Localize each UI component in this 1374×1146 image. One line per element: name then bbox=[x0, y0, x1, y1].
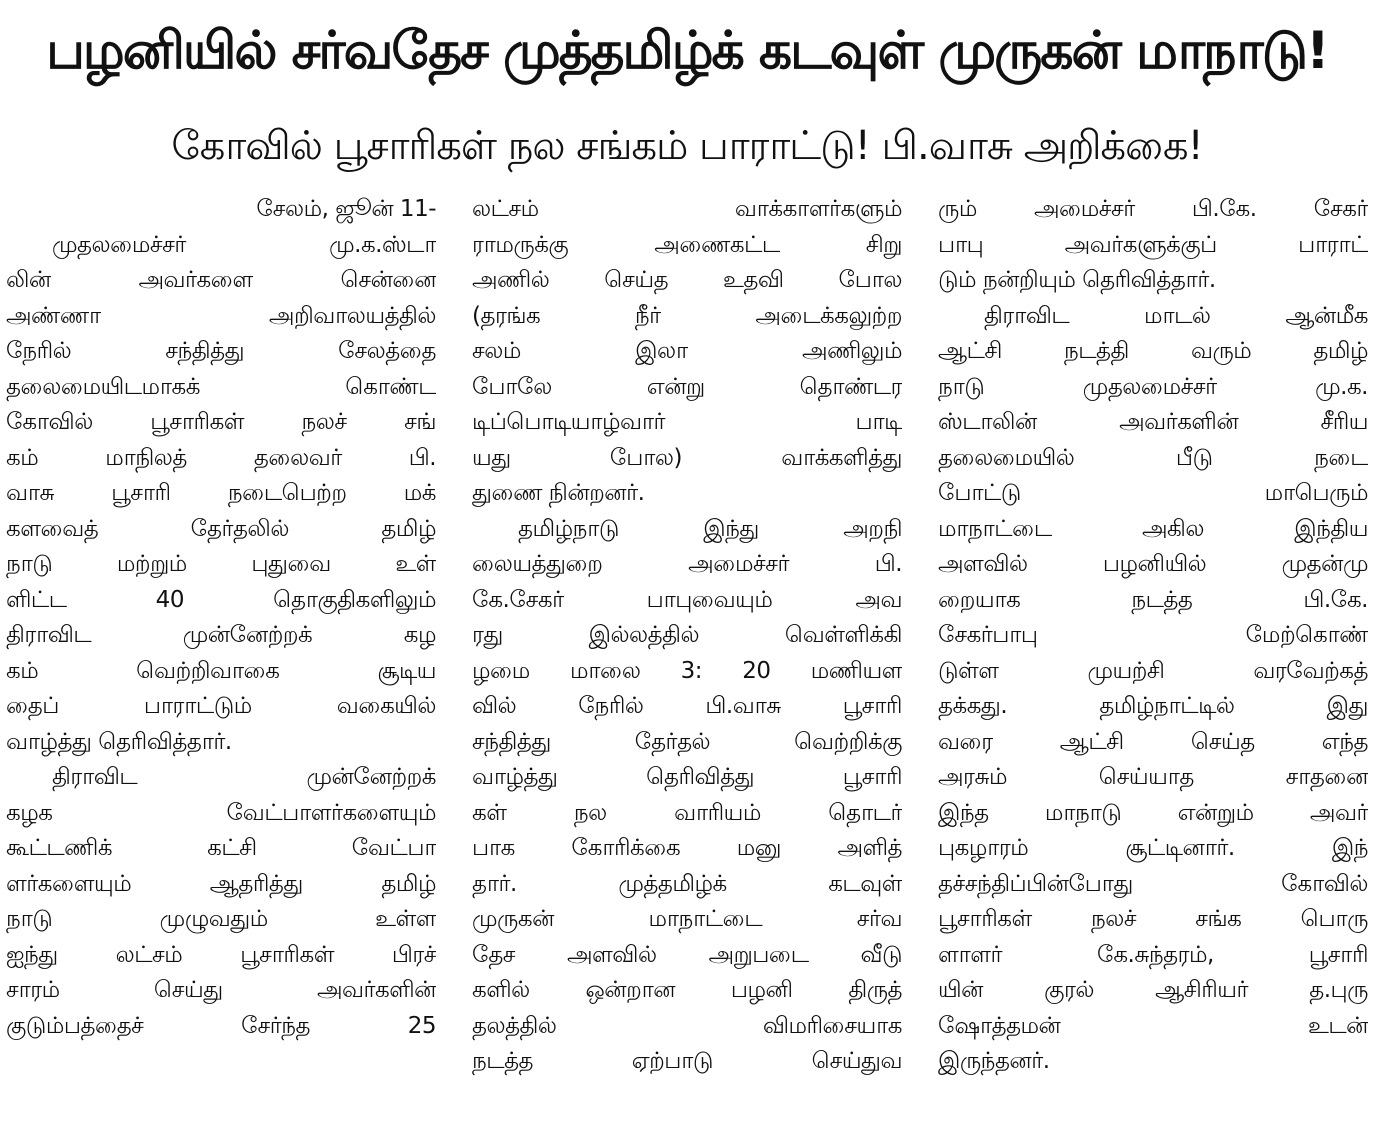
text-line: இந்த மாநாடு என்றும் அவர் bbox=[938, 799, 1368, 826]
text-line: அணில் செய்த உதவி போல bbox=[472, 267, 902, 293]
text-line: டுள்ள முயற்சி வரவேற்கத் bbox=[938, 657, 1368, 684]
text-line: இருந்தனர். bbox=[938, 1048, 1050, 1074]
text-line: தார். முத்தமிழ்க் கடவுள் bbox=[472, 870, 902, 897]
text-line: பூசாரிகள் நலச் சங்க பொரு bbox=[938, 906, 1368, 932]
dateline: சேலம், ஜூன் 11- bbox=[256, 196, 436, 222]
text-line: அரசும் செய்யாத சாதனை bbox=[938, 764, 1368, 790]
text-line: டிப்பொடியாழ்வார் பாடி bbox=[472, 409, 902, 435]
text-line: தலைமையில் பீடு நடை bbox=[938, 444, 1368, 471]
text-line: பாபு அவர்களுக்குப் பாராட் bbox=[938, 231, 1368, 258]
text-line: சந்தித்து தேர்தல் வெற்றிக்கு bbox=[472, 728, 902, 755]
text-line: றையாக நடத்த பி.கே. bbox=[938, 586, 1368, 613]
text-line: லட்சம் வாக்காளர்களும் bbox=[472, 196, 902, 222]
text-line: அண்ணா அறிவாலயத்தில் bbox=[6, 302, 436, 329]
text-line: ஸ்டாலின் அவர்களின் சீரிய bbox=[938, 409, 1368, 435]
text-line: கோவில் பூசாரிகள் நலச் சங் bbox=[6, 409, 436, 435]
text-line: (தரங்க நீர் அடைக்கலுற்ற bbox=[472, 302, 902, 329]
text-line: தக்கது. தமிழ்நாட்டில் இது bbox=[938, 693, 1368, 719]
text-line: கழக வேட்பாளர்களையும் bbox=[6, 799, 436, 826]
text-line: ஆட்சி நடத்தி வரும் தமிழ் bbox=[938, 338, 1368, 364]
article-column-3 bbox=[938, 192, 1368, 1080]
subheadline: கோவில் பூசாரிகள் நல சங்கம் பாராட்டு! பி.வாசு அறிக்கை! bbox=[171, 123, 1203, 169]
text-line: ழமை மாலை 3: 20 மணியள bbox=[472, 657, 902, 684]
text-line: கள் நல வாரியம் தொடர் bbox=[472, 799, 902, 826]
text-line: தச்சந்திப்பின்போது கோவில் bbox=[938, 870, 1368, 897]
text-line: திராவிட மாடல் ஆன்மீக bbox=[984, 302, 1368, 329]
text-line: ரது இல்லத்தில் வெள்ளிக்கி bbox=[472, 622, 902, 648]
text-line: ராமருக்கு அணைகட்ட சிறு bbox=[472, 231, 902, 258]
text-line: வாசு பூசாரி நடைபெற்ற மக் bbox=[6, 480, 436, 506]
text-line: திராவிட முன்னேற்றக் கழ bbox=[6, 622, 436, 648]
text-line: களவைத் தேர்தலில் தமிழ் bbox=[6, 515, 436, 542]
text-line: யது போல) வாக்களித்து bbox=[472, 444, 902, 471]
text-line: ளிட்ட 40 தொகுதிகளிலும் bbox=[6, 586, 436, 613]
text-line: நேரில் சந்தித்து சேலத்தை bbox=[6, 338, 436, 364]
text-line: போட்டு மாபெரும் bbox=[938, 480, 1368, 506]
text-line: களில் ஒன்றான பழனி திருத் bbox=[472, 977, 902, 1003]
text-line: வில் நேரில் பி.வாசு பூசாரி bbox=[472, 693, 902, 719]
text-line: லையத்துறை அமைச்சர் பி. bbox=[472, 551, 902, 577]
text-line: நாடு முதலமைச்சர் மு.க. bbox=[938, 373, 1368, 400]
text-line: கூட்டணிக் கட்சி வேட்பா bbox=[6, 835, 436, 861]
text-line: டும் நன்றியும் தெரிவித்தார். bbox=[938, 267, 1216, 293]
text-line: ளர்களையும் ஆதரித்து தமிழ் bbox=[6, 870, 436, 897]
article-column-2 bbox=[472, 192, 902, 1080]
text-line: தைப் பாராட்டும் வகையில் bbox=[6, 693, 436, 719]
text-line: ஷோத்தமன் உடன் bbox=[938, 1012, 1368, 1039]
text-line: சேகர்பாபு மேற்கொண் bbox=[938, 622, 1368, 648]
text-line: ரும் அமைச்சர் பி.கே. சேகர் bbox=[938, 196, 1368, 222]
text-line: சலம் இலா அணிலும் bbox=[472, 338, 902, 364]
text-line: கம் வெற்றிவாகை சூடிய bbox=[6, 657, 436, 684]
text-line: யின் குரல் ஆசிரியர் த.புரு bbox=[938, 977, 1368, 1003]
text-line: தலைமையிடமாகக் கொண்ட bbox=[6, 373, 436, 400]
article-column-1 bbox=[6, 192, 436, 1044]
text-line: அளவில் பழனியில் முதன்மு bbox=[938, 551, 1368, 577]
text-line: சாரம் செய்து அவர்களின் bbox=[6, 977, 436, 1003]
text-line: நாடு மற்றும் புதுவை உள் bbox=[6, 551, 436, 577]
text-line: வாழ்த்து தெரிவித்தார். bbox=[6, 728, 232, 755]
text-line: லின் அவர்களை சென்னை bbox=[6, 267, 436, 293]
text-line: திராவிட முன்னேற்றக் bbox=[52, 764, 436, 790]
text-line: முதலமைச்சர் மு.க.ஸ்டா bbox=[52, 231, 436, 258]
text-line: குடும்பத்தைச் சேர்ந்த 25 bbox=[6, 1012, 436, 1039]
text-line: புகழாரம் சூட்டினார். இந் bbox=[938, 835, 1368, 861]
text-line: ளாளர் கே.சுந்தரம், பூசாரி bbox=[938, 941, 1368, 968]
text-line: தேச அளவில் அறுபடை வீடு bbox=[472, 941, 902, 968]
headline: பழனியில் சர்வதேச முத்தமிழ்க் கடவுள் முருகன் மாநாடு! bbox=[46, 21, 1328, 81]
text-line: தலத்தில் விமரிசையாக bbox=[472, 1012, 902, 1039]
text-line: முருகன் மாநாட்டை சர்வ bbox=[472, 906, 902, 932]
text-line: ஐந்து லட்சம் பூசாரிகள் பிரச் bbox=[6, 941, 436, 968]
text-line: வரை ஆட்சி செய்த எந்த bbox=[938, 728, 1368, 755]
text-line: வாழ்த்து தெரிவித்து பூசாரி bbox=[472, 764, 902, 790]
text-line: பாக கோரிக்கை மனு அளித் bbox=[472, 835, 902, 861]
text-line: மாநாட்டை அகில இந்திய bbox=[938, 515, 1368, 542]
text-line: துணை நின்றனர். bbox=[472, 480, 645, 506]
text-line: கம் மாநிலத் தலைவர் பி. bbox=[6, 444, 436, 471]
text-line: நாடு முழுவதும் உள்ள bbox=[6, 906, 436, 932]
text-line: கே.சேகர் பாபுவையும் அவ bbox=[472, 586, 902, 613]
text-line: போலே என்று தொண்டர bbox=[472, 373, 902, 400]
text-line: தமிழ்நாடு இந்து அறநி bbox=[518, 515, 902, 542]
text-line: நடத்த ஏற்பாடு செய்துவ bbox=[472, 1048, 902, 1074]
